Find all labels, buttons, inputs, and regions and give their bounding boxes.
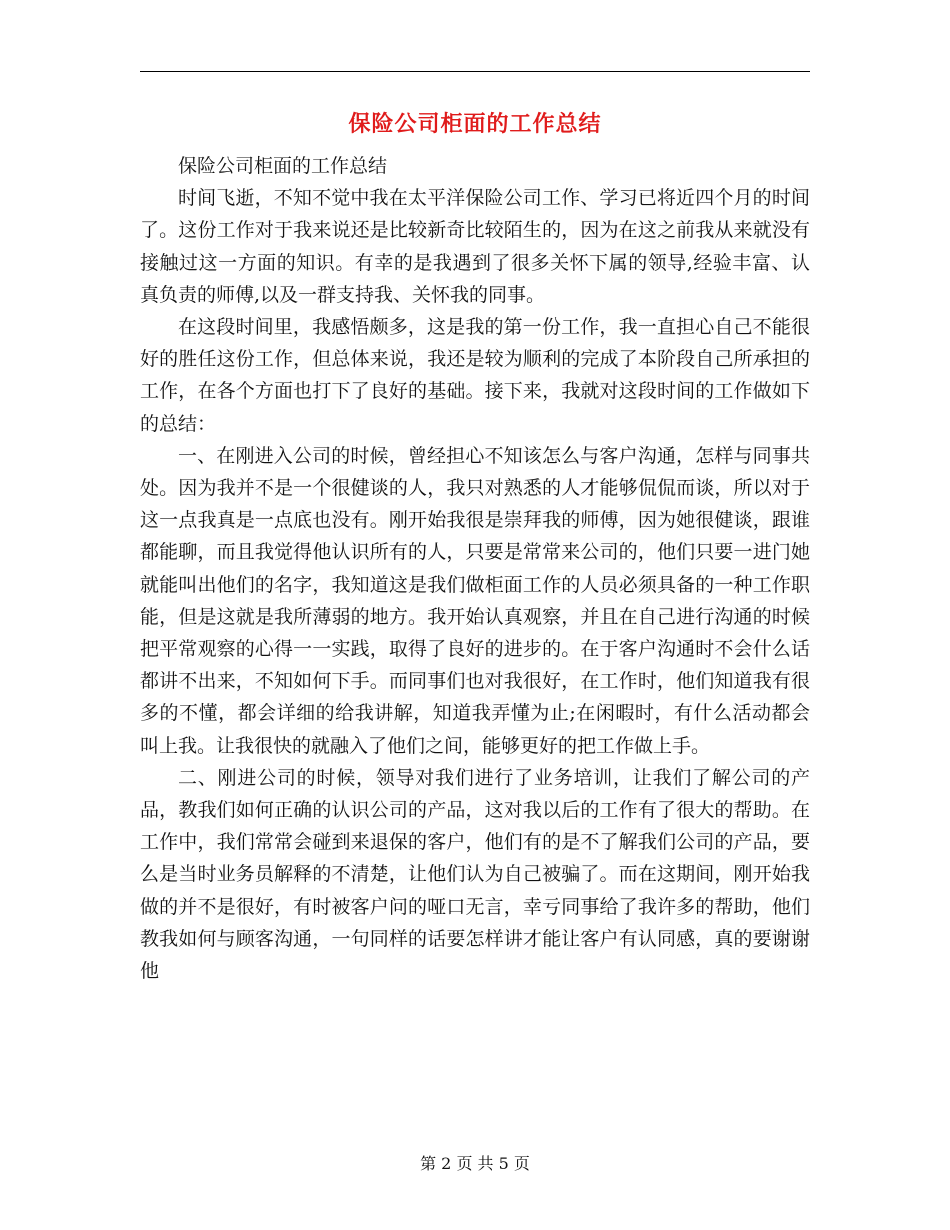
- header-rule: [140, 71, 810, 72]
- paragraph-section-two: 二、刚进公司的时候，领导对我们进行了业务培训，让我们了解公司的产品，教我们如何正确的认识公司的产品，这对我以后的工作有了很大的帮助。在工作中，我们常常会碰到来退保的客户，他们有的是不了解我们公司的产品，要么是当时业务员解释的不清楚，让他们认为自己被骗了。而在这期间，刚开始我做的并不是很好，有时被客户问的哑口无言，幸亏同事给了我许多的帮助，他们教我如何与顾客沟通，一句同样的话要怎样讲才能让客户有认同感，真的要谢谢他: [140, 766, 810, 983]
- paragraph-subtitle: 保险公司柜面的工作总结: [178, 155, 388, 177]
- document-title: 保险公司柜面的工作总结: [348, 112, 602, 137]
- document-body: [140, 150, 810, 987]
- page-number: 第 2 页 共 5 页: [420, 1154, 530, 1173]
- paragraph-intro: 时间飞逝，不知不觉中我在太平洋保险公司工作、学习已将近四个月的时间了。这份工作对于我来说还是比较新奇比较陌生的，因为在这之前我从来就没有接触过这一方面的知识。有幸的是我遇到了很多关怀下属的领导,经验丰富、认真负责的师傅,以及一群支持我、关怀我的同事。: [140, 187, 810, 306]
- paragraph-section-one: 一、在刚进入公司的时候，曾经担心不知该怎么与客户沟通，怎样与同事共处。因为我并不是一个很健谈的人，我只对熟悉的人才能够侃侃而谈，所以对于这一点我真是一点底也没有。刚开始我很是崇拜我的师傅，因为她很健谈，跟谁都能聊，而且我觉得他认识所有的人，只要是常常来公司的，他们只要一进门她就能叫出他们的名字，我知道这是我们做柜面工作的人员必须具备的一种工作职能，但是这就是我所薄弱的地方。我开始认真观察，并且在自己进行沟通的时候把平常观察的心得一一实践，取得了良好的进步的。在于客户沟通时不会什么话都讲不出来，不知如何下手。而同事们也对我很好，在工作时，他们知道我有很多的不懂，都会详细的给我讲解，知道我弄懂为止;在闲暇时，有什么活动都会叫上我。让我很快的就融入了他们之间，能够更好的把工作做上手。: [140, 444, 810, 757]
- paragraph-reflection: 在这段时间里，我感悟颇多，这是我的第一份工作，我一直担心自己不能很好的胜任这份工作，但总体来说，我还是较为顺利的完成了本阶段自己所承担的工作，在各个方面也打下了良好的基础。接下来，我就对这段时间的工作做如下的总结：: [140, 316, 810, 435]
